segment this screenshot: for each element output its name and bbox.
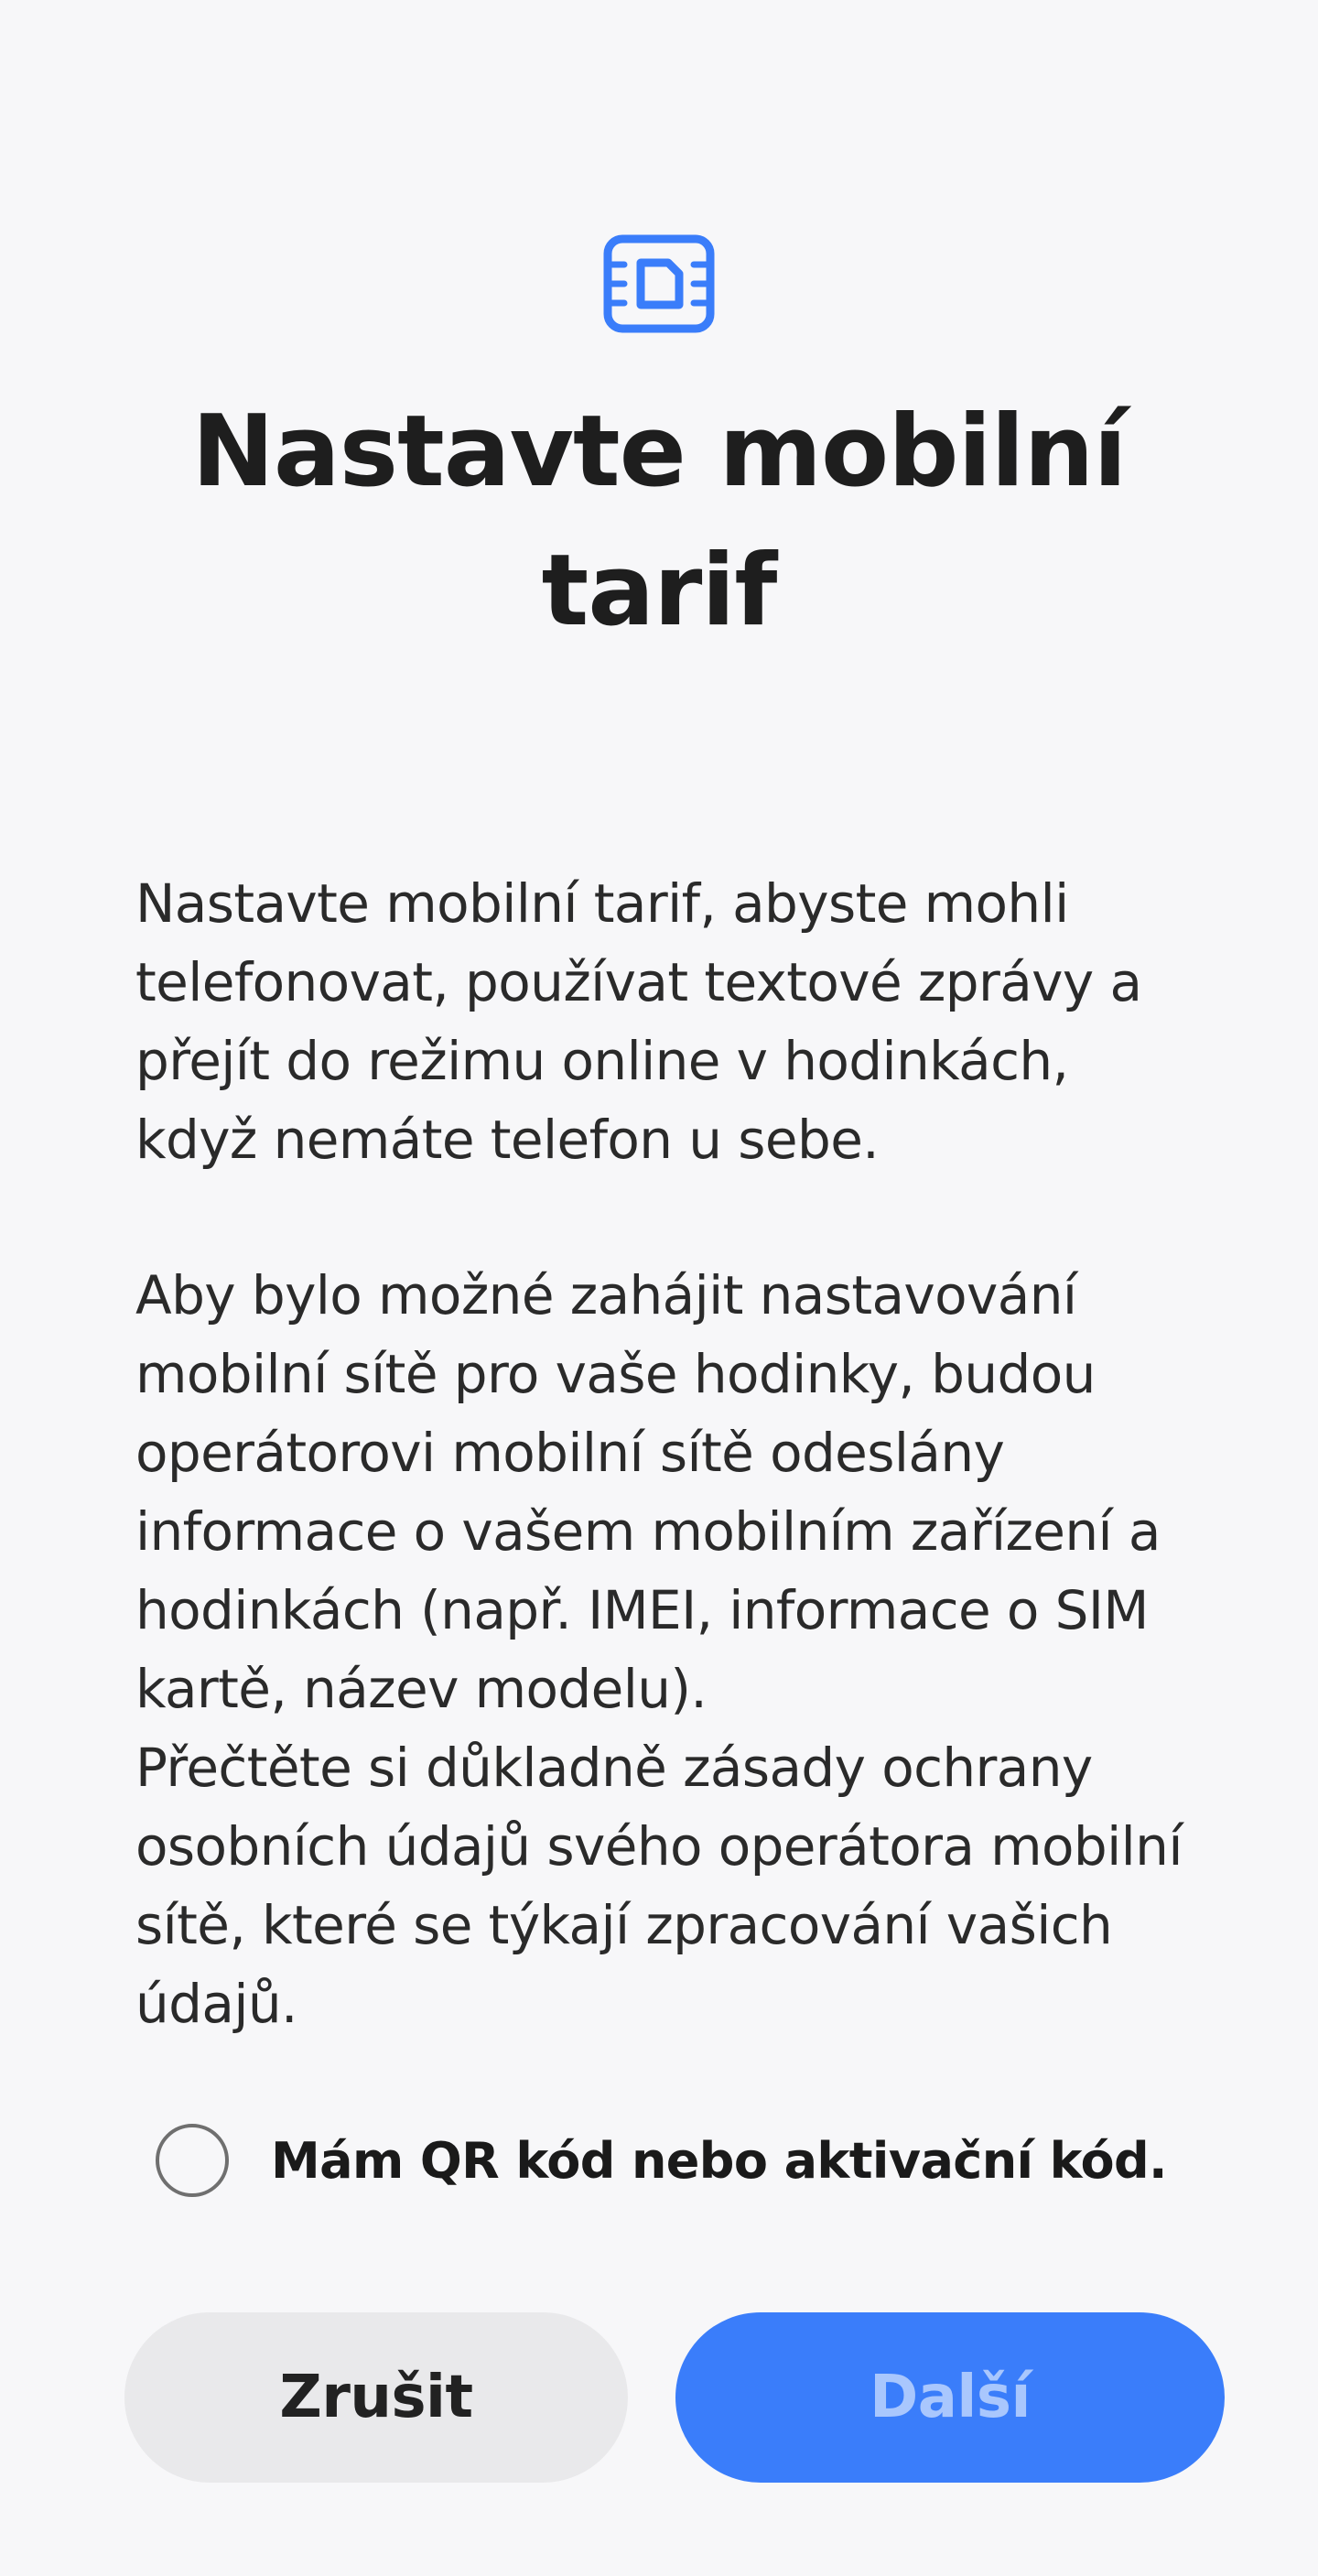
sim-card-icon <box>600 233 718 334</box>
description-paragraph-2: Aby bylo možné zahájit nastavování mobilní sítě pro vaše hodinky, budou operátorovi mobilní sítě odeslány informace o vašem mobilním zařízení a hodinkách (např. IMEI, informace o SIM kartě, název modelu). <box>135 1264 1161 1720</box>
qr-code-radio[interactable] <box>156 2124 229 2197</box>
qr-code-option-label: Mám QR kód nebo aktivační kód. <box>271 2131 1167 2190</box>
description-paragraph-1: Nastavte mobilní tarif, abyste mohli telefonovat, používat textové zprávy a přejít do režimu online v hodinkách, když nemáte telefon u sebe. <box>135 872 1142 1171</box>
qr-code-option[interactable] <box>156 2118 1167 2203</box>
cancel-button[interactable]: Zrušit <box>124 2312 628 2483</box>
page-title: Nastavte mobilní tarif <box>191 395 1127 648</box>
description-paragraph-3: Přečtěte si důkladně zásady ochrany osobních údajů svého operátora mobilní sítě, které se týkají zpracování vašich údajů. <box>135 1737 1183 2035</box>
description <box>135 864 1197 2043</box>
next-button[interactable]: Další <box>675 2312 1225 2483</box>
